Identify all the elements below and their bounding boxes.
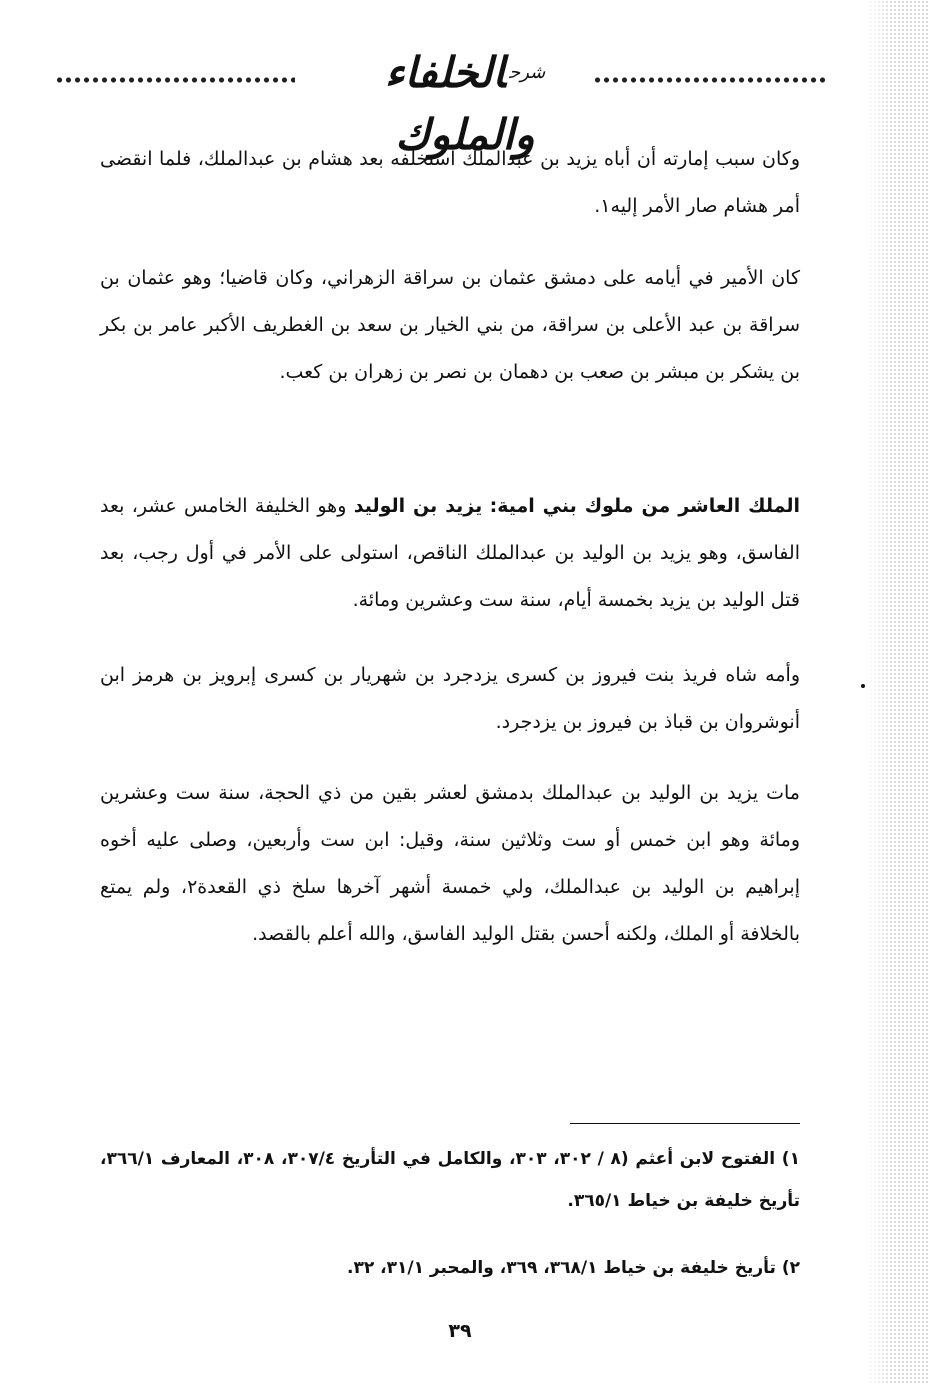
paragraph-2	[100, 255, 800, 396]
paragraph-4	[100, 652, 800, 746]
book-title-prefix: شرح	[509, 62, 546, 83]
paragraph-1-text: وكان سبب إمارته أن أباه يزيد بن عبدالملك استخلفه بعد هشام بن عبدالملك، فلما انقضى أمر هشام صار الأمر إليه١.	[100, 148, 800, 217]
paragraph-2-text: كان الأمير في أيامه على دمشق عثمان بن سراقة الزهراني، وكان قاضيا؛ وهو عثمان بن سراقة بن عبد الأعلى بن سراقة، من بني الخيار بن سعد بن الغطريف الأكبر عامر بن بكر بن يشكر بن مبشر بن صعب بن دهمان بن نصر بن زهران بن كعب.	[100, 267, 800, 383]
ornament-border-right	[593, 75, 825, 85]
paragraph-5	[100, 770, 800, 958]
paragraph-1	[100, 136, 800, 230]
ornament-border-left	[55, 75, 295, 85]
footnote-divider	[570, 1123, 800, 1124]
paragraph-3-body: وهو الخليفة الخامس عشر، بعد الفاسق، وهو يزيد بن الوليد بن عبدالملك الناقص، استولى على الأمر في أول رجب، بعد قتل الوليد بن يزيد بخمسة أيام، سنة ست وعشرين ومائة.	[100, 495, 800, 611]
book-title	[315, 42, 615, 159]
caliph-name: يزيد بن الوليد	[353, 495, 483, 517]
paragraph-3	[100, 483, 800, 624]
page-edge-texture	[865, 0, 929, 1384]
stray-dot-mark	[861, 684, 865, 688]
section-heading: الملك العاشر من ملوك بني امية:	[489, 495, 800, 517]
paragraph-3-text	[100, 483, 800, 624]
page-header	[55, 42, 825, 159]
paragraph-4-text: وأمه شاه فريذ بنت فيروز بن كسرى يزدجرد بن شهريار بن كسرى إبرويز بن هرمز ابن أنوشروان بن قباذ بن فيروز بن يزدجرد.	[100, 664, 800, 733]
footnote-2: ٢) تأريخ خليفة بن خياط ٣٦٨/١، ٣٦٩، والمحبر ٣١/١، ٣٢.	[347, 1258, 800, 1278]
paragraph-5-text: مات يزيد بن الوليد بن عبدالملك بدمشق لعشر بقين من ذي الحجة، سنة ست وعشرين ومائة وهو ابن خمس أو ست وثلاثين سنة، وقيل: ابن ست وأربعين، وصلى عليه أخوه إبراهيم بن الوليد بن عبدالملك، ولي خمسة أشهر آخرها سلخ ذي القعدة٢، ولم يمتع بالخلافة أو الملك، ولكنه أحسن بقتل الوليد الفاسق، والله أعلم بالقصد.	[100, 782, 800, 945]
footnote-1: ١) الفتوح لابن أعثم (٨ / ٣٠٢، ٣٠٣، والكامل في التأريخ ٣٠٧/٤، ٣٠٨، المعارف ٣٦٦/١، تأريخ خليفة بن خياط ٣٦٥/١.	[100, 1149, 800, 1211]
book-title-text: الخلفاء والملوك	[384, 48, 535, 159]
page-number: ٣٩	[448, 1320, 472, 1342]
